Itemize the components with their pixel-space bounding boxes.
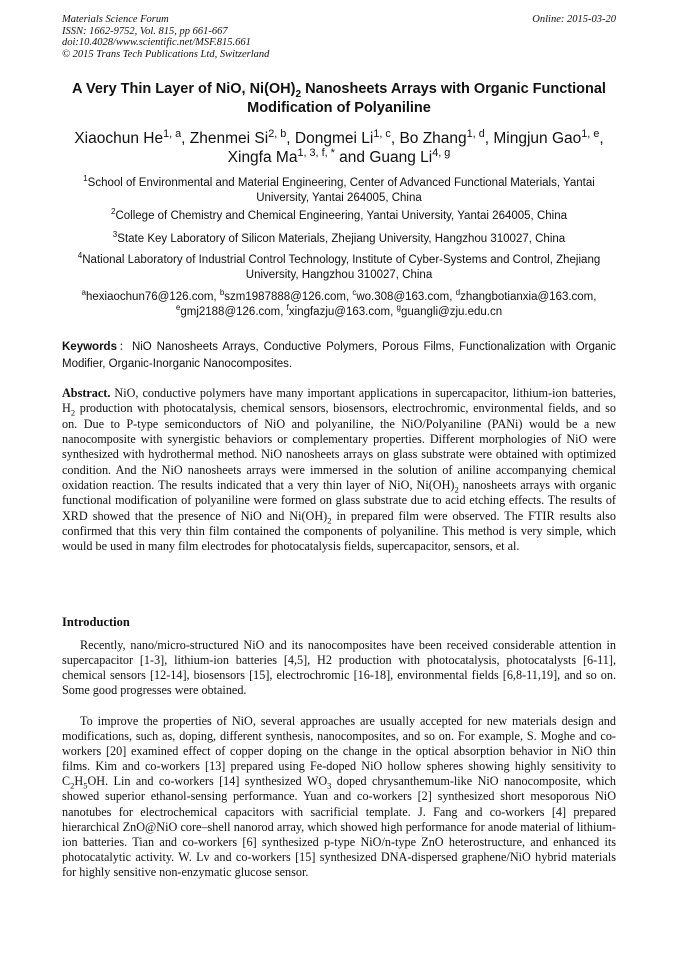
author-list <box>62 129 616 167</box>
keywords-text: NiO Nanosheets Arrays, Conductive Polymers, Porous Films, Functionalization with Organic Modifier, Organic-Inorganic Nanocomposites. <box>62 341 616 370</box>
doi-line: doi:10.4028/www.scientific.net/MSF.815.661 <box>62 37 251 48</box>
email-list <box>62 290 616 320</box>
email: $^d$zhangbotianxia@163.com, <box>455 288 597 303</box>
title-subscript: 2 <box>295 88 302 100</box>
author: Mingjun Gao$^{1, e}$, <box>493 127 604 147</box>
issn-line: ISSN: 1662-9752, Vol. 815, pp 661-667 <box>62 25 228 37</box>
paper-title <box>62 80 616 118</box>
keywords-label: Keywords <box>62 341 117 353</box>
email: $^c$wo.308@163.com, <box>352 288 456 303</box>
author: Dongmei Li$^{1, c}$, <box>294 127 400 147</box>
introduction-heading: Introduction <box>62 615 130 629</box>
intro-paragraph-1: Recently, nano/micro-structured NiO and its nanocomposites have been received considerable attention in supercapacitor [1-3], lithium-ion batteries [4,5], H2 production with photocatalysis, photocatalysts [6-11], chemical sensors [12-14], biosensors [15], electrochromic [16-18], environmental fields [6,8-11,19], and so on. Some good progresses were obtained. <box>62 638 616 698</box>
online-date: Online: 2015-03-20 <box>532 14 616 25</box>
email: $^g$guangli@zju.edu.cn <box>396 303 503 318</box>
author: Guang Li$^{4, g}$ <box>369 146 451 166</box>
keywords: Keywords：NiO Nanosheets Arrays, Conductive Polymers, Porous Films, Functionalization with Organic Modifier, Organic-Inorganic Nanocomposites. <box>62 341 616 370</box>
email: $^a$hexiaochun76@126.com, <box>81 288 220 303</box>
affiliation-3: $^3$State Key Laboratory of Silicon Materials, Zhejiang University, Hangzhou 310027, China <box>112 230 566 245</box>
affiliation-1: $^1$School of Environmental and Material Engineering, Center of Advanced Functional Materials, Yantai University, Yantai 264005, China <box>83 174 595 204</box>
email: $^e$gmj2188@126.com, <box>175 303 287 318</box>
author: Xiaochun He$^{1, a}$, <box>74 127 190 147</box>
intro-paragraph-2: To improve the properties of NiO, several approaches are usually accepted for new materials design and modifications, such as, doping, different synthesis, nanocomposites, and so on. For example, S. Moghe and co-workers [20] examined effect of copper doping on the change in the optical absorption behavior in NiO thin films. Kim and co-workers [13] prepared using Fe-doped NiO hollow spheres showing highly sensitivity to $C_2H_5OH$. Lin and co-workers [14] synthesized $WO_3$ doped chrysanthemum-like NiO nanocomposite, which showed superior ethanol-sensing performance. Yuan and co-workers [2] synthesized short mesoporous NiO nanotubes for electrochemical capacitors with sacrificial template. J. Fang and co-workers [4] prepared hierarchical ZnO@NiO core–shell nanorod array, which showed high performance for anode material of lithium-ion batteries. Tian and co-workers [6] synthesized p-type NiO/n-type ZnO heterostructure, and enhanced its photocatalytic activity. W. Lv and co-workers [15] synthesized DNA-dispersed graphene/NiO hybrid materials for highly sensitive non-enzymatic glucose sensor. <box>62 714 616 879</box>
journal-name: Materials Science Forum <box>62 14 169 25</box>
abstract-label: Abstract. <box>62 386 111 400</box>
affiliation-4: $^4$National Laboratory of Industrial Control Technology, Institute of Cyber-Systems and Control, Zhejiang University, Hangzhou 310027, China <box>77 251 601 281</box>
title-part-1: A Very Thin Layer of NiO, Ni(OH) <box>72 81 296 97</box>
affiliation-2: $^2$College of Chemistry and Chemical Engineering, Yantai University, Yantai 264005, China <box>110 207 567 222</box>
author: Bo Zhang$^{1, d}$, <box>399 127 494 147</box>
author: Zhenmei Si$^{2, b}$, <box>189 127 295 147</box>
email: $^f$xingfazju@163.com, <box>286 303 397 318</box>
abstract: Abstract. NiO, conductive polymers have many important applications in supercapacitor, lithium-ion batteries, $H_2$ production with photocatalysis, chemical sensors, biosensors, electrochromic, environmental fields, and so on. Due to P-type semiconductors of NiO and polyaniline, the NiO/Polyaniline (PANi) would be a new nanocomposite with synergistic behaviors or complementary properties. Different morphologies of NiO were synthesized with hydrothermal method. NiO nanosheets arrays on glass substrate were obtained with optimized condition. And the NiO nanosheets arrays were immersed in the solution of aniline accompanying chemical oxidation reaction. The results indicated that a very thin layer of NiO, $Ni(OH)_2$ nanosheets arrays with organic functional modification of polyaniline were formed on glass substrate due to acid etching effects. The results of XRD showed that the presence of NiO and $Ni(OH)_2$ in prepared film were observed. The FTIR results also confirmed that this very thin film contained the components of polyaniline. This method is very simple, which would be used in many film electrodes for photocatalysis fields, supercapacitor, sensors, et al. <box>62 386 616 554</box>
copyright-line: © 2015 Trans Tech Publications Ltd, Switzerland <box>62 48 270 60</box>
journal-header <box>62 14 616 60</box>
email: $^b$szm1987888@126.com, <box>219 288 353 303</box>
author: Xingfa $Ma^{1, 3, f, *}$ and <box>227 146 370 166</box>
title-part-2: Nanosheets Arrays with Organic Functional Modification of Polyaniline <box>247 81 606 116</box>
